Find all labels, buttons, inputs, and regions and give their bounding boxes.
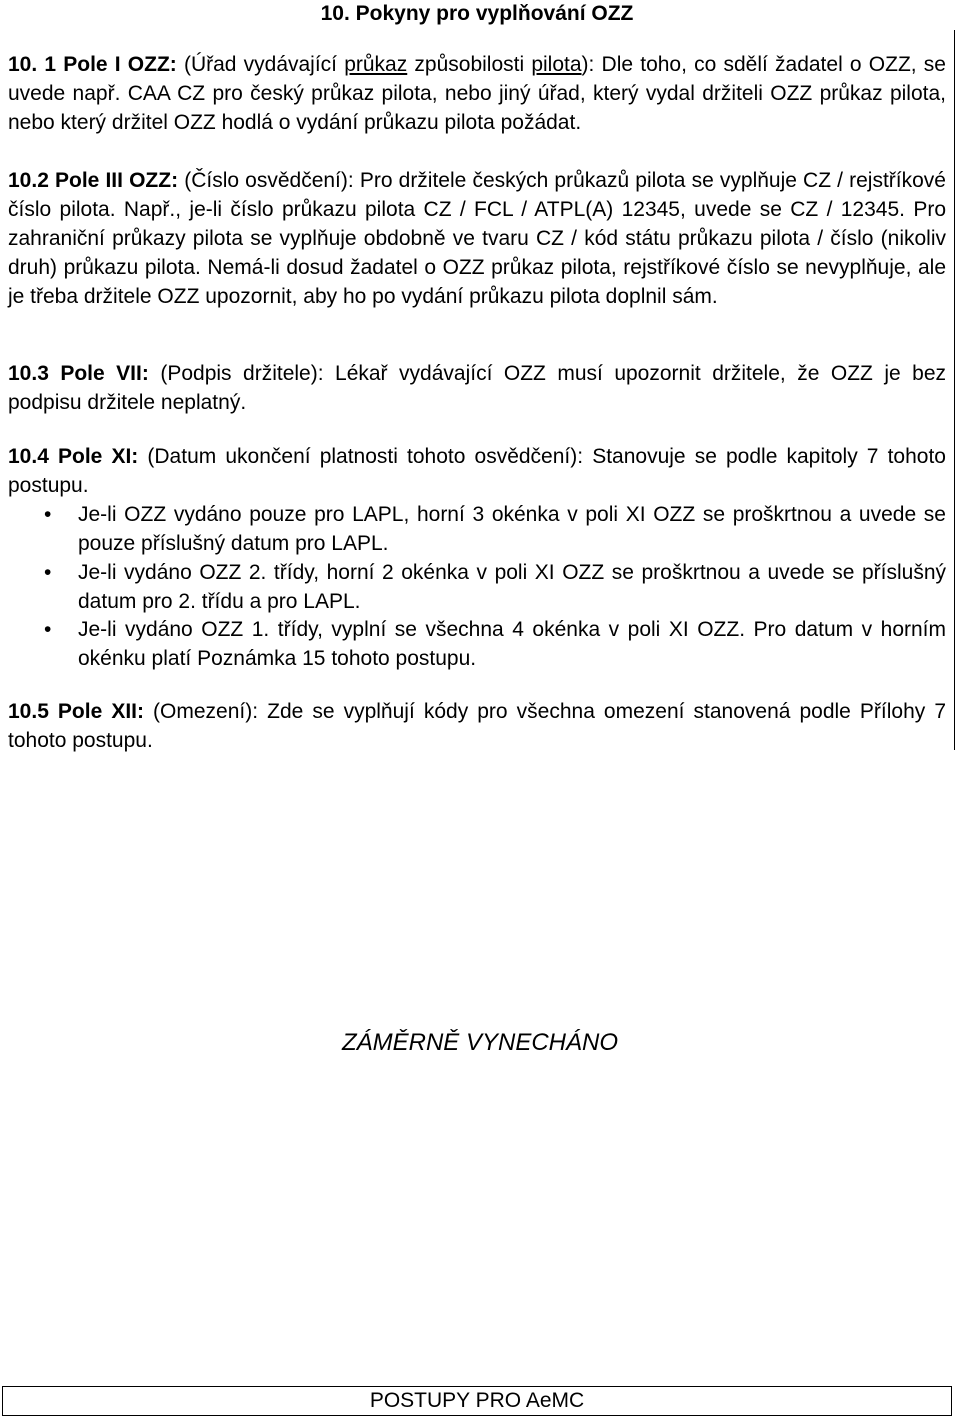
prukaz-link[interactable]: průkaz: [344, 53, 408, 76]
page-footer: POSTUPY PRO AeMC: [2, 1386, 952, 1416]
list-item: [8, 558, 946, 616]
section-10-2-label: 10.2 Pole III OZZ:: [8, 169, 179, 192]
bullet-icon: •: [44, 503, 52, 526]
list-item: [8, 500, 946, 558]
section-10-1-label: 10. 1 Pole I OZZ:: [8, 53, 177, 76]
list-item-text: Je-li vydáno OZZ 1. třídy, vyplní se všechna 4 okénka v poli XI OZZ. Pro datum v horním okénku platí Poznámka 15 tohoto postupu.: [78, 618, 946, 670]
right-margin-rule: [954, 30, 955, 750]
section-10-1-mid: způsobilosti: [407, 53, 532, 76]
section-10-4-text: (Datum ukončení platnosti tohoto osvědčení): Stanovuje se podle kapitoly 7 tohoto postupu.: [8, 445, 946, 497]
section-10-2-text: (Číslo osvědčení): Pro držitele českých průkazů pilota se vyplňuje CZ / rejstříkové číslo pilota. Např., je-li číslo průkazu pilota CZ / FCL / ATPL(A) 12345, uvede se CZ / 12345. Pro zahraniční průkazy pilota se vyplňuje obdobně ve tvaru CZ / kód státu průkazu pilota / číslo (nikoliv druh) průkazu pilota. Nemá-li dosud žadatel o OZZ průkaz pilota, rejstříkové číslo se nevyplňuje, ale je třeba držitele OZZ upozornit, aby ho po vydání průkazu pilota doplnil sám.: [8, 169, 946, 308]
list-item: [8, 615, 946, 673]
list-item-text: Je-li vydáno OZZ 2. třídy, horní 2 okénka v poli XI OZZ se proškrtnou a uvede se příslušný datum pro 2. třídu a pro LAPL.: [78, 561, 946, 613]
section-10-2: [8, 166, 946, 311]
section-10-5-label: 10.5 Pole XII:: [8, 700, 144, 723]
bullet-icon: •: [44, 618, 52, 641]
section-10-3: [8, 359, 946, 417]
page-title: 10. Pokyny pro vyplňování OZZ: [320, 2, 634, 25]
section-10-1-pre: (Úřad vydávající: [176, 53, 345, 76]
pilota-link[interactable]: pilota: [531, 53, 582, 76]
section-10-3-text: (Podpis držitele): Lékař vydávající OZZ musí upozornit držitele, že OZZ je bez podpisu držitele neplatný.: [8, 362, 947, 414]
section-10-4-label: 10.4 Pole XI:: [8, 445, 139, 468]
list-item-text: Je-li OZZ vydáno pouze pro LAPL, horní 3 okénka v poli XI OZZ se proškrtnou a uvede se pouze příslušný datum pro LAPL.: [78, 503, 946, 555]
section-10-1: [8, 50, 946, 137]
intentionally-blank-note: ZÁMĚRNĚ VYNECHÁNO: [341, 1029, 619, 1056]
section-10-1-post: ): Dle toho, co sdělí žadatel o OZZ, se uvede např. CAA CZ pro český průkaz pilota, nebo jiný úřad, který vydal držiteli OZZ průkaz pilota, nebo který držitel OZZ hodlá o vydání průkazu pilota požádat.: [8, 53, 946, 134]
section-10-4: [8, 442, 946, 500]
section-10-5: [8, 697, 946, 755]
bullet-icon: •: [44, 561, 52, 584]
section-10-3-label: 10.3 Pole VII:: [8, 362, 149, 385]
section-10-5-text: (Omezení): Zde se vyplňují kódy pro všechna omezení stanovená podle Přílohy 7 tohoto postupu.: [8, 700, 947, 752]
